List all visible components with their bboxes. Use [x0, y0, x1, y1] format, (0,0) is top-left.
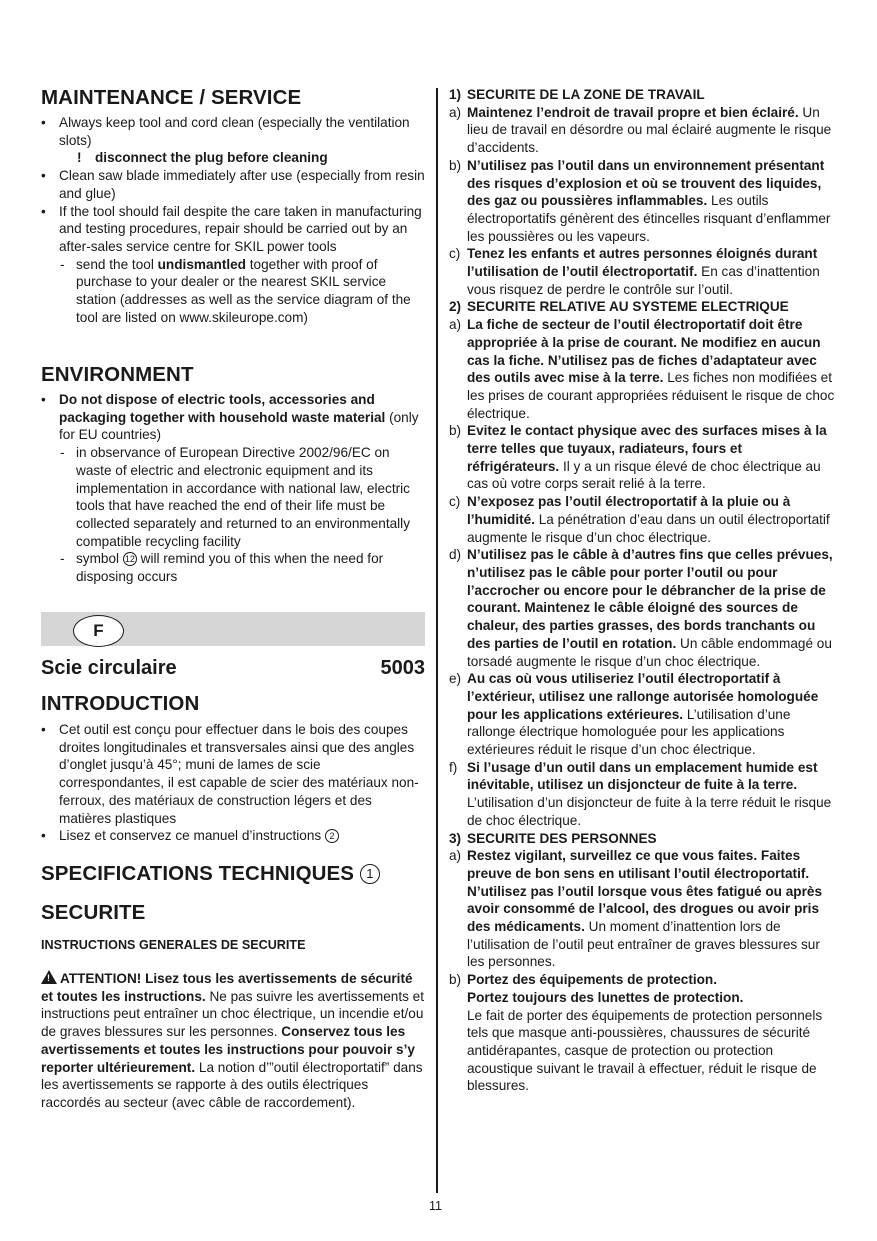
- list-item: • Do not dispose of electric tools, accessories and packaging together with household waste material (only for EU countries) - in observance of European Directive 2002/96/EC on waste of electric and electronic equipment and its implementation in accordance with national law, electric tools that have reached the end of their life must be collected separately and returned to an environmentally compatible recycling facility - symbol 12 will remind you of this when the need for disposing occurs: [41, 391, 425, 586]
- language-badge: F: [73, 615, 124, 647]
- list-item: b) Evitez le contact physique avec des surfaces mises à la terre telles que tuyaux, radiateurs, fours et réfrigérateurs. Il y a un risque élevé de choc électrique au cas où votre corps serait relié à la terre.: [449, 423, 827, 492]
- specifications-heading: SPECIFICATIONS TECHNIQUES 1: [41, 862, 380, 886]
- column-divider: [436, 88, 438, 1193]
- list-item: • Always keep tool and cord clean (especially the ventilation slots) ! disconnect the plug before cleaning: [41, 114, 425, 167]
- list-item: f) Si l’usage d’un outil dans un emplacement humide est inévitable, utilisez un disjoncteur de fuite à la terre. L’utilisation d’un disjoncteur de fuite à la terre réduit le risque de choc électrique.: [449, 759, 832, 828]
- list-item: b) N’utilisez pas l’outil dans un environnement présentant des risques d’explosion et où se trouvent des liquides, des gaz ou poussières inflammables. Les outils électroportatifs génèrent des étincelles risquant d’enflammer les poussières ou les vapeurs.: [449, 157, 831, 244]
- list-item: - in observance of European Directive 2002/96/EC on waste of electric and electronic equipment and its implementation in accordance with national law, electric tools that have reached the end of their life must be collected separately and returned to an environmentally compatible recycling facility: [60, 445, 411, 549]
- list-item: - send the tool undismantled together with proof of purchase to your dealer or the nearest SKIL service station (addresses as well as the service diagram of the tool are listed on www.skileurope.com): [60, 256, 411, 325]
- list-item: c) Tenez les enfants et autres personnes éloignés durant l’utilisation de l’outil électroportatif. En cas d’inattention vous risquez de perdre le contrôle sur l’outil.: [449, 246, 820, 297]
- reference-number-badge: 12: [124, 554, 135, 565]
- maintenance-list: [41, 114, 425, 326]
- page-number: 11: [429, 1199, 442, 1213]
- warning-triangle-icon: !: [41, 970, 57, 984]
- product-model: 5003: [380, 657, 425, 679]
- reference-number-badge: 1: [360, 864, 380, 884]
- environment-heading: ENVIRONMENT: [41, 363, 194, 386]
- safety-section: [449, 86, 835, 1095]
- list-item: • Lisez et conservez ce manuel d’instructions 2: [41, 827, 425, 845]
- list-item: d) N’utilisez pas le câble à d’autres fins que celles prévues, n’utilisez pas le câble pour porter l’outil ou pour l’accrocher ou encore pour le débrancher de la prise de courant. Maintenez le câble éloigné des sources de chaleur, des parties grasses, des bords tranchants ou des parties de l’outil en rotation. Un câble endommagé ou torsadé augmente le risque d’un choc électrique.: [449, 547, 833, 669]
- list-item: e) Au cas où vous utiliseriez l’outil électroportatif à l’extérieur, utilisez une rallonge autorisée homologuée pour les applications extérieures. L’utilisation d’une rallonge électrique homologuée pour les applications extérieures réduit le risque d’un choc électrique.: [449, 671, 819, 758]
- warning-paragraph: ! ATTENTION! Lisez tous les avertissements de sécurité et toutes les instructions. Ne pas suivre les avertissements et instructions peut entraîner un choc électrique, un incendie et/ou de graves blessures sur les personnes. Conservez tous les avertissements et toutes les instructions pour pouvoir s’y reporter ultérieurement. La notion d’”outil électroportatif” dans les avertissements se rapporte à des outils électriques raccordés au secteur (avec câble de raccordement).: [41, 971, 425, 1110]
- product-title: Scie circulaire: [41, 657, 177, 679]
- list-item: • Cet outil est conçu pour effectuer dans le bois des coupes droites longitudinales et transversales ainsi que des angles d’onglet jusqu’à 45°; muni de lames de scie correspondantes, il est capable de scier des matériaux non-ferroux, des matériaux de construction légers et des matières plastiques: [41, 722, 419, 826]
- introduction-list: [41, 721, 425, 845]
- section-heading: 2) SECURITE RELATIVE AU SYSTEME ELECTRIQUE: [449, 299, 789, 315]
- list-item: a) Restez vigilant, surveillez ce que vous faites. Faites preuve de bon sens en utilisant l’outil électroportatif. N’utilisez pas l’outil lorsque vous êtes fatigué ou après avoir consommé de l’alcool, des drogues ou avoir pris des médicaments. Un moment d’inattention lors de l’utilisation de l’outil peut entraîner de graves blessures sur les personnes.: [449, 848, 823, 970]
- list-item: - symbol 12 will remind you of this when the need for disposing occurs: [60, 551, 384, 585]
- list-item: a) La fiche de secteur de l’outil électroportatif doit être appropriée à la prise de courant. Ne modifiez en aucun cas la fiche. N’utilisez pas de fiches d’adaptateur avec des outils avec mise à la terre. Les fiches non modifiées et les prises de courant appropriées réduisent le risque de choc électrique.: [449, 317, 835, 421]
- section-heading: 1) SECURITE DE LA ZONE DE TRAVAIL: [449, 87, 705, 102]
- list-item: • Clean saw blade immediately after use (especially from resin and glue): [41, 168, 425, 201]
- list-item: c) N’exposez pas l’outil électroportatif à la pluie ou à l’humidité. La pénétration d’eau dans un outil électroportatif augmente le risque d’un choc électrique.: [449, 494, 830, 545]
- maintenance-heading: MAINTENANCE / SERVICE: [41, 86, 302, 109]
- section-heading: 3) SECURITE DES PERSONNES: [449, 830, 657, 846]
- reference-number-badge: 2: [325, 829, 339, 843]
- list-item: b) Portez des équipements de protection. Portez toujours des lunettes de protection. Le fait de porter des équipements de protection personnels tels que masque anti-poussières, chaussures de sécurité antidérapantes, casque de protection ou protection acoustique suivant le travail à effectuer, réduit le risque de blessures.: [449, 972, 823, 1094]
- product-title-row: [41, 656, 425, 680]
- list-item: a) Maintenez l’endroit de travail propre et bien éclairé. Un lieu de travail en désordre ou mal éclairé augmente le risque d’accidents.: [449, 104, 832, 156]
- securite-heading: SECURITE: [41, 901, 146, 924]
- general-safety-heading: INSTRUCTIONS GENERALES DE SECURITE: [41, 938, 306, 952]
- environment-list: [41, 391, 425, 586]
- list-item: • If the tool should fail despite the care taken in manufacturing and testing procedures, repair should be carried out by an after-sales service centre for SKIL power tools - send the tool undismantled together with proof of purchase to your dealer or the nearest SKIL service station (addresses as well as the service diagram of the tool are listed on www.skileurope.com): [41, 203, 425, 327]
- introduction-heading: INTRODUCTION: [41, 692, 200, 715]
- warning-note: ! disconnect the plug before cleaning: [77, 150, 328, 166]
